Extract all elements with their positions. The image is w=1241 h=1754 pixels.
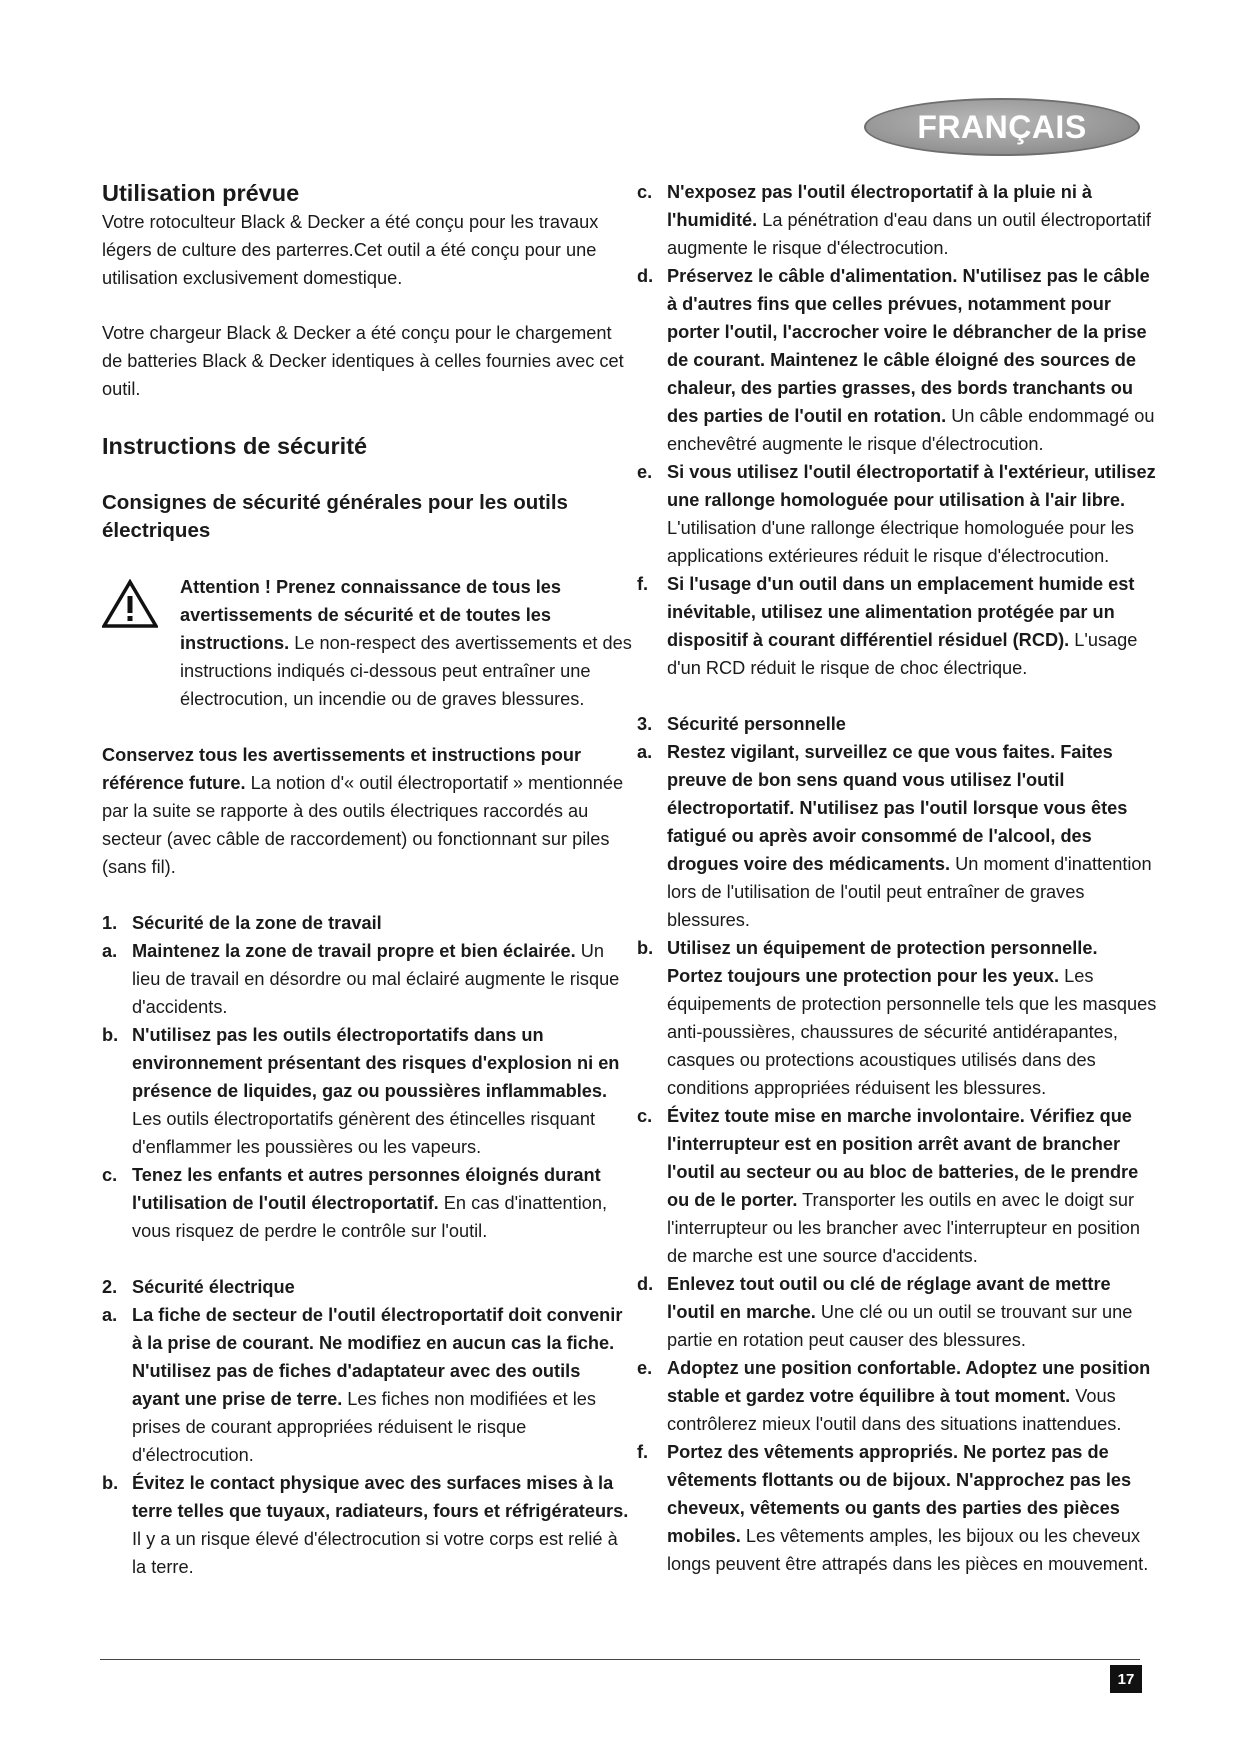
right-column bbox=[637, 178, 1157, 1578]
section-2-item-d: d. Préservez le câble d'alimentation. N'utilisez pas le câble à d'autres fins que celles prévues, notamment pour porter l'outil, l'accrocher voire le débrancher de la prise de courant. Maintenez le câble éloigné des sources de chaleur, des parties grasses, des bords tranchants ou des parties de l'outil en rotation. Un câble endommagé ou enchevêtré augmente le risque d'électrocution. bbox=[637, 266, 1155, 454]
intended-use-paragraph-1: Votre rotoculteur Black & Decker a été conçu pour les travaux légers de culture des parterres.Cet outil a été conçu pour une utilisation exclusivement domestique. bbox=[102, 212, 599, 288]
section-2-item-a: a. La fiche de secteur de l'outil électroportatif doit convenir à la prise de courant. Ne modifiez en aucun cas la fiche. N'utilisez pas de fiches d'adaptateur avec des outils ayant une prise de terre. Les fiches non modifiées et les prises de courant appropriées réduisent le risque d'électrocution. bbox=[102, 1305, 623, 1465]
warning-bold: Attention ! Prenez connaissance de tous les avertissements de sécurité et de toutes les instructions. bbox=[180, 577, 562, 653]
keep-instructions-paragraph bbox=[102, 741, 632, 881]
safety-instructions-title: Instructions de sécurité bbox=[102, 433, 368, 459]
intended-use-title: Utilisation prévue bbox=[102, 180, 300, 206]
section-2-item-c: c. N'exposez pas l'outil électroportatif à la pluie ni à l'humidité. La pénétration d'eau dans un outil électroportatif augmente le risque d'électrocution. bbox=[637, 182, 1151, 258]
warning-block bbox=[102, 573, 632, 713]
warning-paragraph bbox=[180, 573, 632, 713]
section-2-item-e: e. Si vous utilisez l'outil électroportatif à l'extérieur, utilisez une rallonge homologuée pour utilisation à l'air libre. L'utilisation d'une rallonge électrique homologuée pour les applications extérieures réduit le risque d'électrocution. bbox=[637, 462, 1156, 566]
section-3-item-a: a. Restez vigilant, surveillez ce que vous faites. Faites preuve de bon sens quand vous utilisez l'outil électroportatif. N'utilisez pas l'outil lorsque vous êtes fatigué ou après avoir consommé de l'alcool, des drogues voire des médicaments. Un moment d'inattention lors de l'utilisation de l'outil peut entraîner de graves blessures. bbox=[637, 742, 1152, 930]
section-3-item-f: f. Portez des vêtements appropriés. Ne portez pas de vêtements flottants ou de bijoux. N'approchez pas les cheveux, vêtements ou gants des parties des pièces mobiles. Les vêtements amples, les bijoux ou les cheveux longs peuvent être attrapés dans les pièces en mouvement. bbox=[637, 1442, 1149, 1574]
warning-triangle-icon bbox=[102, 579, 158, 629]
section-1-item-a: a. Maintenez la zone de travail propre et bien éclairée. Un lieu de travail en désordre ou mal éclairé augmente le risque d'accidents. bbox=[102, 941, 620, 1017]
keep-instructions-bold: Conservez tous les avertissements et instructions pour référence future. bbox=[102, 745, 582, 793]
intended-use-paragraph-2: Votre chargeur Black & Decker a été conçu pour le chargement de batteries Black & Decker identiques à celles fournies avec cet outil. bbox=[102, 323, 624, 399]
page-number: 17 bbox=[1110, 1665, 1142, 1693]
section-2-item-f: f. Si l'usage d'un outil dans un emplacement humide est inévitable, utilisez une alimentation protégée par un dispositif à courant différentiel résiduel (RCD). L'usage d'un RCD réduit le risque de choc électrique. bbox=[637, 574, 1138, 678]
section-3-item-c: c. Évitez toute mise en marche involontaire. Vérifiez que l'interrupteur est en position arrêt avant de brancher l'outil au secteur ou au bloc de batteries, de le prendre ou de le porter. Transporter les outils en avec le doigt sur l'interrupteur ou les brancher avec l'interrupteur en position de marche est une source d'accidents. bbox=[637, 1106, 1141, 1266]
section-1-heading: 1. Sécurité de la zone de travail bbox=[102, 913, 382, 933]
section-2-heading: 2. Sécurité électrique bbox=[102, 1277, 295, 1297]
section-3-heading: 3. Sécurité personnelle bbox=[637, 714, 846, 734]
section-3-item-e: e. Adoptez une position confortable. Adoptez une position stable et gardez votre équilibre à tout moment. Vous contrôlerez mieux l'outil dans des situations inattendues. bbox=[637, 1358, 1151, 1434]
language-badge: FRANÇAIS bbox=[864, 98, 1140, 156]
keep-instructions-text: La notion d'« outil électroportatif » mentionnée par la suite se rapporte à des outils électriques raccordés au secteur (avec câble de raccordement) ou fonctionnant sur piles (sans fil). bbox=[102, 773, 624, 877]
warning-text: Le non-respect des avertissements et des instructions indiqués ci-dessous peut entraîner une électrocution, un incendie ou de graves blessures. bbox=[180, 633, 632, 709]
section-3-item-d: d. Enlevez tout outil ou clé de réglage avant de mettre l'outil en marche. Une clé ou un outil se trouvant sur une partie en rotation peut causer des blessures. bbox=[637, 1274, 1133, 1350]
left-column bbox=[102, 178, 632, 1581]
footer-divider bbox=[100, 1659, 1140, 1660]
section-3-item-b: b. Utilisez un équipement de protection personnelle. Portez toujours une protection pour les yeux. Les équipements de protection personnelle tels que les masques anti-poussières, chaussures de sécurité antidérapantes, casques ou protections acoustiques utilisés dans des conditions appropriées réduisent les blessures. bbox=[637, 938, 1157, 1098]
section-1-item-c: c. Tenez les enfants et autres personnes éloignés durant l'utilisation de l'outil électroportatif. En cas d'inattention, vous risquez de perdre le contrôle sur l'outil. bbox=[102, 1165, 608, 1241]
section-2-item-b: b. Évitez le contact physique avec des surfaces mises à la terre telles que tuyaux, radiateurs, fours et réfrigérateurs. Il y a un risque élevé d'électrocution si votre corps est relié à la terre. bbox=[102, 1473, 629, 1577]
section-1-item-b: b. N'utilisez pas les outils électroportatifs dans un environnement présentant des risques d'explosion ni en présence de liquides, gaz ou poussières inflammables. Les outils électroportatifs génèrent des étincelles risquant d'enflammer les poussières ou les vapeurs. bbox=[102, 1025, 620, 1157]
general-safety-title: Consignes de sécurité générales pour les outils électriques bbox=[102, 491, 568, 542]
